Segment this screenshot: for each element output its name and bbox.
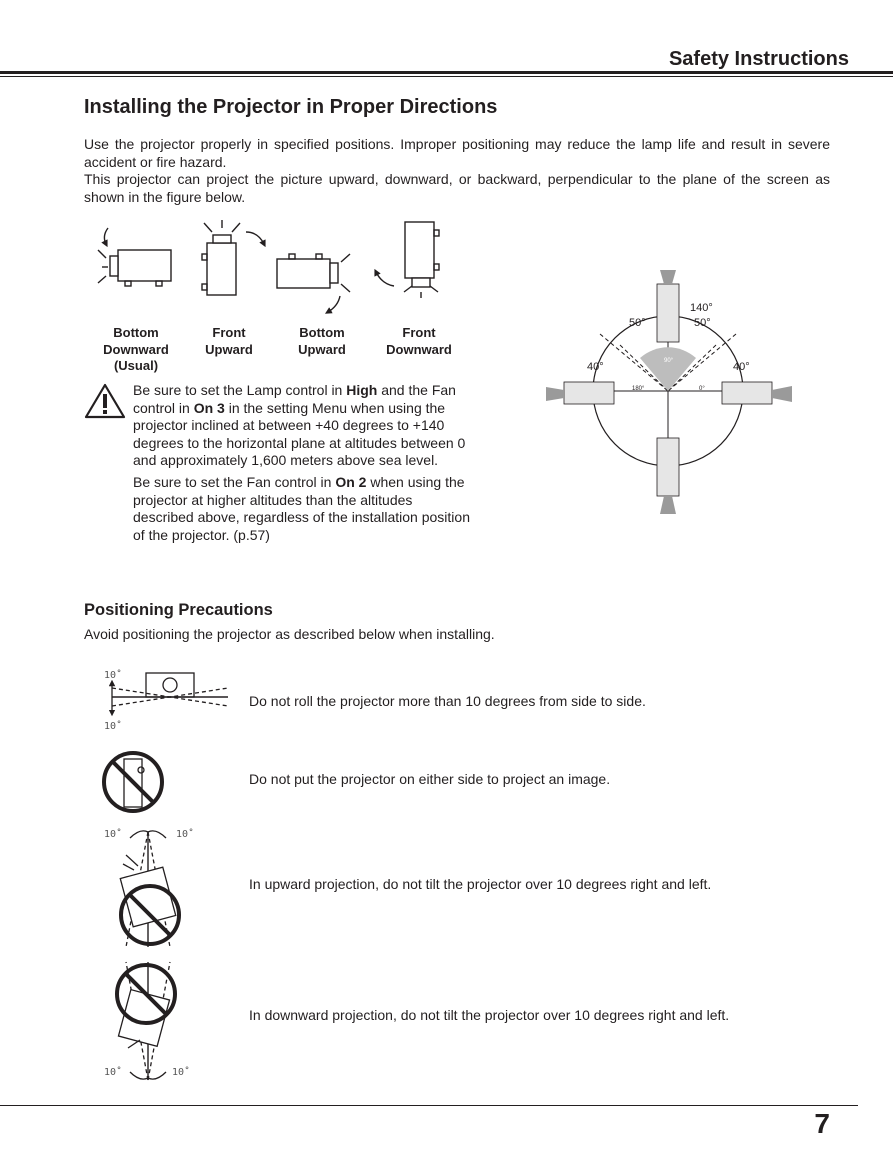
- up-tilt-degree-label-right: 10˚: [176, 829, 195, 840]
- angle-140-label: 140°: [690, 302, 713, 314]
- angle-180-label: 180°: [632, 386, 645, 392]
- precautions-title: Positioning Precautions: [84, 601, 273, 619]
- angle-40-right-label: 40°: [733, 361, 750, 373]
- warning-text-2: Be sure to set the Fan control in On 2 when using the projector at higher altitudes than the altitudes described above, regardless of the installation position of the projector. (p.57): [133, 474, 470, 543]
- no-side-placement-icon: [104, 753, 162, 811]
- angle-90-label: 90°: [664, 358, 674, 364]
- roll-limit-icon: [112, 673, 228, 713]
- down-tilt-degree-label-right: 10˚: [172, 1067, 191, 1078]
- precautions-subtitle: Avoid positioning the projector as described below when installing.: [84, 626, 495, 642]
- warning-text-1: Be sure to set the Lamp control in High and the Fan control in On 3 in the setting Menu when using the projector inclined at between +40 degrees to +140 degrees to the horizontal plane at altitudes between 0 and approximately 1,600 meters above sea level.: [133, 382, 466, 468]
- precaution-item-upward: In upward projection, do not tilt the projector over 10 degrees right and left.: [249, 876, 712, 892]
- no-upward-tilt-icon: [120, 831, 179, 947]
- intro-paragraph-1: Use the projector properly in specified positions. Improper positioning may reduce the lamp life and result in severe accident or fire hazard.: [84, 136, 830, 170]
- down-tilt-degree-label-left: 10˚: [104, 1067, 123, 1078]
- no-downward-tilt-icon: [117, 962, 175, 1080]
- caption-front-upward: Front Upward: [205, 325, 253, 357]
- section-title: Safety Instructions: [668, 48, 849, 70]
- caption-front-downward: Front Downward: [386, 325, 452, 357]
- caption-bottom-upward: Bottom Upward: [298, 325, 346, 357]
- roll-degree-label-top: 10˚: [104, 670, 123, 681]
- angle-50-right-label: 50°: [694, 317, 711, 329]
- page-number: 7: [814, 1108, 830, 1139]
- page-title: Installing the Projector in Proper Directions: [84, 96, 498, 118]
- precaution-item-downward: In downward projection, do not tilt the projector over 10 degrees right and left.: [249, 1007, 730, 1023]
- precaution-item-side: Do not put the projector on either side to project an image.: [249, 771, 611, 787]
- intro-paragraph-2: This projector can project the picture upward, downward, or backward, perpendicular to the plane of the screen as shown in the figure below.: [84, 171, 830, 205]
- footer-rule: [0, 1105, 858, 1106]
- caption-bottom-downward: Bottom Downward (Usual): [103, 325, 169, 373]
- angle-0-label: 0°: [699, 386, 705, 392]
- roll-degree-label-bottom: 10˚: [104, 721, 123, 732]
- angle-40-left-label: 40°: [587, 361, 604, 373]
- precaution-item-roll: Do not roll the projector more than 10 degrees from side to side.: [249, 693, 646, 709]
- angle-50-left-label: 50°: [629, 317, 646, 329]
- up-tilt-degree-label-left: 10˚: [104, 829, 123, 840]
